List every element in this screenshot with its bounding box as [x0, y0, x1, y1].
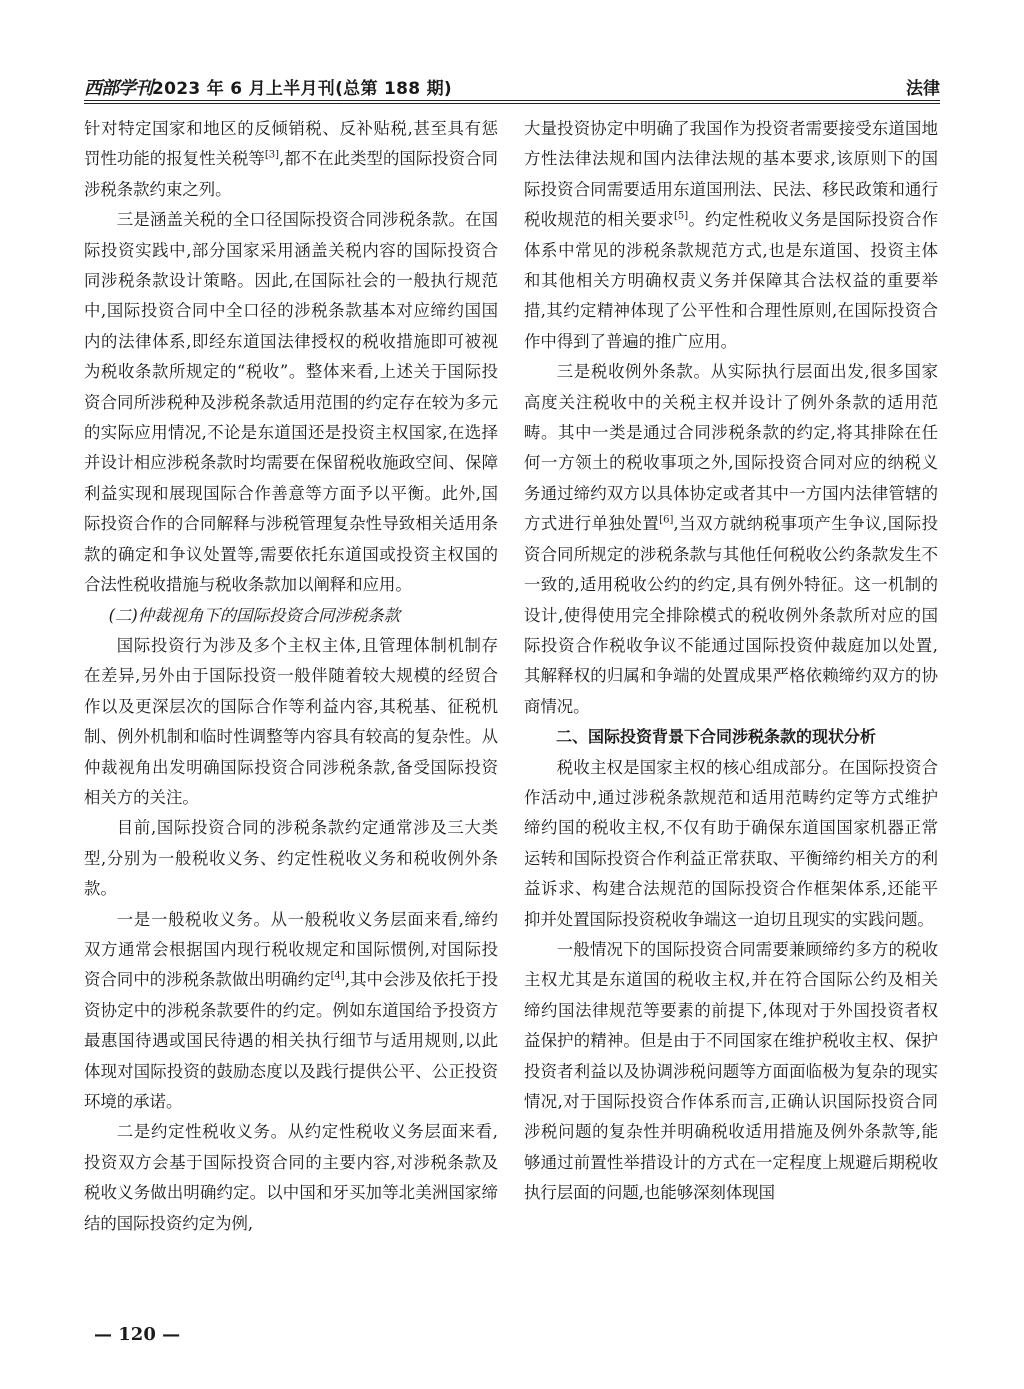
paragraph-text: 二、国际投资背景下合同涉税条款的现状分析 — [556, 727, 877, 747]
paragraph — [524, 114, 938, 357]
paragraph — [84, 114, 498, 205]
paragraph — [524, 753, 938, 935]
journal-logo: 西部学刊 — [84, 78, 152, 99]
paragraph-text: 三是税收例外条款。从实际执行层面出发,很多国家高度关注税收中的关税主权并设计了例外条款的适用范畴。其中一类是通过合同涉税条款的约定,将其排除在任何一方领土的税收事项之外,国际投资合同对应的纳税义务通过缔约双方以具体协定或者其中一方国内法律管辖的方式进行单独处置 — [524, 362, 938, 534]
journal-title — [84, 74, 452, 100]
paragraph — [84, 631, 498, 813]
header-rule-thick — [84, 100, 940, 101]
citation-ref: [5] — [673, 210, 689, 222]
paragraph-text-tail: ,都不在此类型的国际投资合同涉税条款约束之列。 — [84, 149, 498, 199]
paragraph-text: 三是涵盖关税的全口径国际投资合同涉税条款。在国际投资实践中,部分国家采用涵盖关税内容的国际投资合同涉税条款设计策略。因此,在国际社会的一般执行规范中,国际投资合同中全口径的涉税条款基本对应缔约国国内的法律体系,即经东道国法律授权的税收措施即可被视为税收条款所规定的“税收”。整体来看,上述关于国际投资合同所涉税种及涉税条款适用范围的约定存在较为多元的实际应用情况,不论是东道国还是投资主权国家,在选择并设计相应涉税条款时均需要在保留税收施政空间、保障利益实现和展现国际合作善意等方面予以平衡。此外,国际投资合作的合同解释与涉税管理复杂性导致相关适用条款的确定和争议处置等,需要依托东道国或投资主权国的合法性税收措施与税收条款加以阐释和应用。 — [84, 210, 498, 595]
paragraph-text: 大量投资协定中明确了我国作为投资者需要接受东道国地方性法律法规和国内法律法规的基本要求,该原则下的国际投资合同需要适用东道国刑法、民法、移民政策和通行税收规范的相关要求 — [524, 119, 938, 230]
paragraph-text: 针对特定国家和地区的反倾销税、反补贴税,甚至具有惩罚性功能的报复性关税等 — [84, 119, 498, 169]
citation-ref: [4] — [330, 970, 345, 982]
paragraph-text: (二)仲裁视角下的国际投资合同涉税条款 — [108, 605, 401, 625]
paragraph — [84, 905, 498, 1118]
paragraph — [84, 813, 498, 904]
paragraph — [524, 935, 938, 1209]
page-number: — 120 — — [94, 1324, 181, 1345]
paragraph-text-tail: ,其中会涉及依托于投资协定中的涉税条款要件的约定。例如东道国给予投资方最惠国待遇或国民待遇的相关执行细节与适用规则,以此体现对国际投资的鼓励态度以及践行提供公平、公正投资环境的承诺。 — [84, 970, 498, 1111]
citation-ref: [6] — [659, 514, 674, 526]
paragraph-text: 二是约定性税收义务。从约定性税收义务层面来看,投资双方会基于国际投资合同的主要内容,对涉税条款及税收义务做出明确约定。以中国和牙买加等北美洲国家缔结的国际投资约定为例, — [84, 1122, 498, 1233]
journal-issue: 2023 年 6 月上半月刊(总第 188 期) — [152, 79, 452, 99]
citation-ref: [3] — [264, 149, 280, 161]
paragraph-text: 一般情况下的国际投资合同需要兼顾缔约多方的税收主权尤其是东道国的税收主权,并在符合国际公约及相关缔约国法律规范等要素的前提下,体现对于外国投资者权益保护的精神。但是由于不同国家在维护税收主权、保护投资者利益以及协调涉税问题等方面面临极为复杂的现实情况,对于国际投资合作体系而言,正确认识国际投资合同涉税问题的复杂性并明确税收适用措施及例外条款等,能够通过前置性举措设计的方式在一定程度上规避后期税收执行层面的问题,也能够深刻体现国 — [524, 939, 938, 1203]
section-heading — [524, 722, 938, 752]
running-header — [84, 70, 940, 100]
left-column — [84, 114, 498, 1294]
section-label: 法律 — [906, 79, 940, 99]
paragraph-text-tail: 。约定性税收义务是国际投资合作体系中常见的涉税条款规范方式,也是东道国、投资主体和其他相关方明确权责义务并保障其合法权益的重要举措,其约定精神体现了公平性和合理性原则,在国际投资合作中得到了普遍的推广应用。 — [524, 210, 938, 351]
paragraph — [84, 1117, 498, 1239]
paragraph-text: 国际投资行为涉及多个主权主体,且管理体制机制存在差异,另外由于国际投资一般伴随着较大规模的经贸合作以及更深层次的国际合作等利益内容,其税基、征税机制、例外机制和临时性调整等内容具有较高的复杂性。从仲裁视角出发明确国际投资合同涉税条款,备受国际投资相关方的关注。 — [84, 635, 498, 807]
paragraph-text: 目前,国际投资合同的涉税条款约定通常涉及三大类型,分别为一般税收义务、约定性税收义务和税收例外条款。 — [84, 818, 498, 899]
paragraph-text-tail: ,当双方就纳税事项产生争议,国际投资合同所规定的涉税条款与其他任何税收公约条款发生不一致的,适用税收公约的约定,具有例外特征。这一机制的设计,使得使用完全排除模式的税收例外条款所对应的国际投资合作税收争议不能通过国际投资仲裁庭加以处置,其解释权的归属和争端的处置成果严格依赖缔约双方的协商情况。 — [524, 514, 938, 716]
right-column — [524, 114, 938, 1294]
header-rule-thin — [84, 103, 940, 104]
subsection-heading — [84, 601, 498, 631]
paragraph — [524, 357, 938, 722]
paragraph-text: 税收主权是国家主权的核心组成部分。在国际投资合作活动中,通过涉税条款规范和适用范畴约定等方式维护缔约国的税收主权,不仅有助于确保东道国国家机器正常运转和国际投资合作利益正常获取、平衡缔约相关方的利益诉求、构建合法规范的国际投资合作框架体系,还能平抑并处置国际投资税收争端这一迫切且现实的实践问题。 — [524, 757, 938, 929]
paragraph — [84, 205, 498, 600]
paragraph-text: 一是一般税收义务。从一般税收义务层面来看,缔约双方通常会根据国内现行税收规定和国际惯例,对国际投资合同中的涉税条款做出明确约定 — [84, 909, 498, 990]
